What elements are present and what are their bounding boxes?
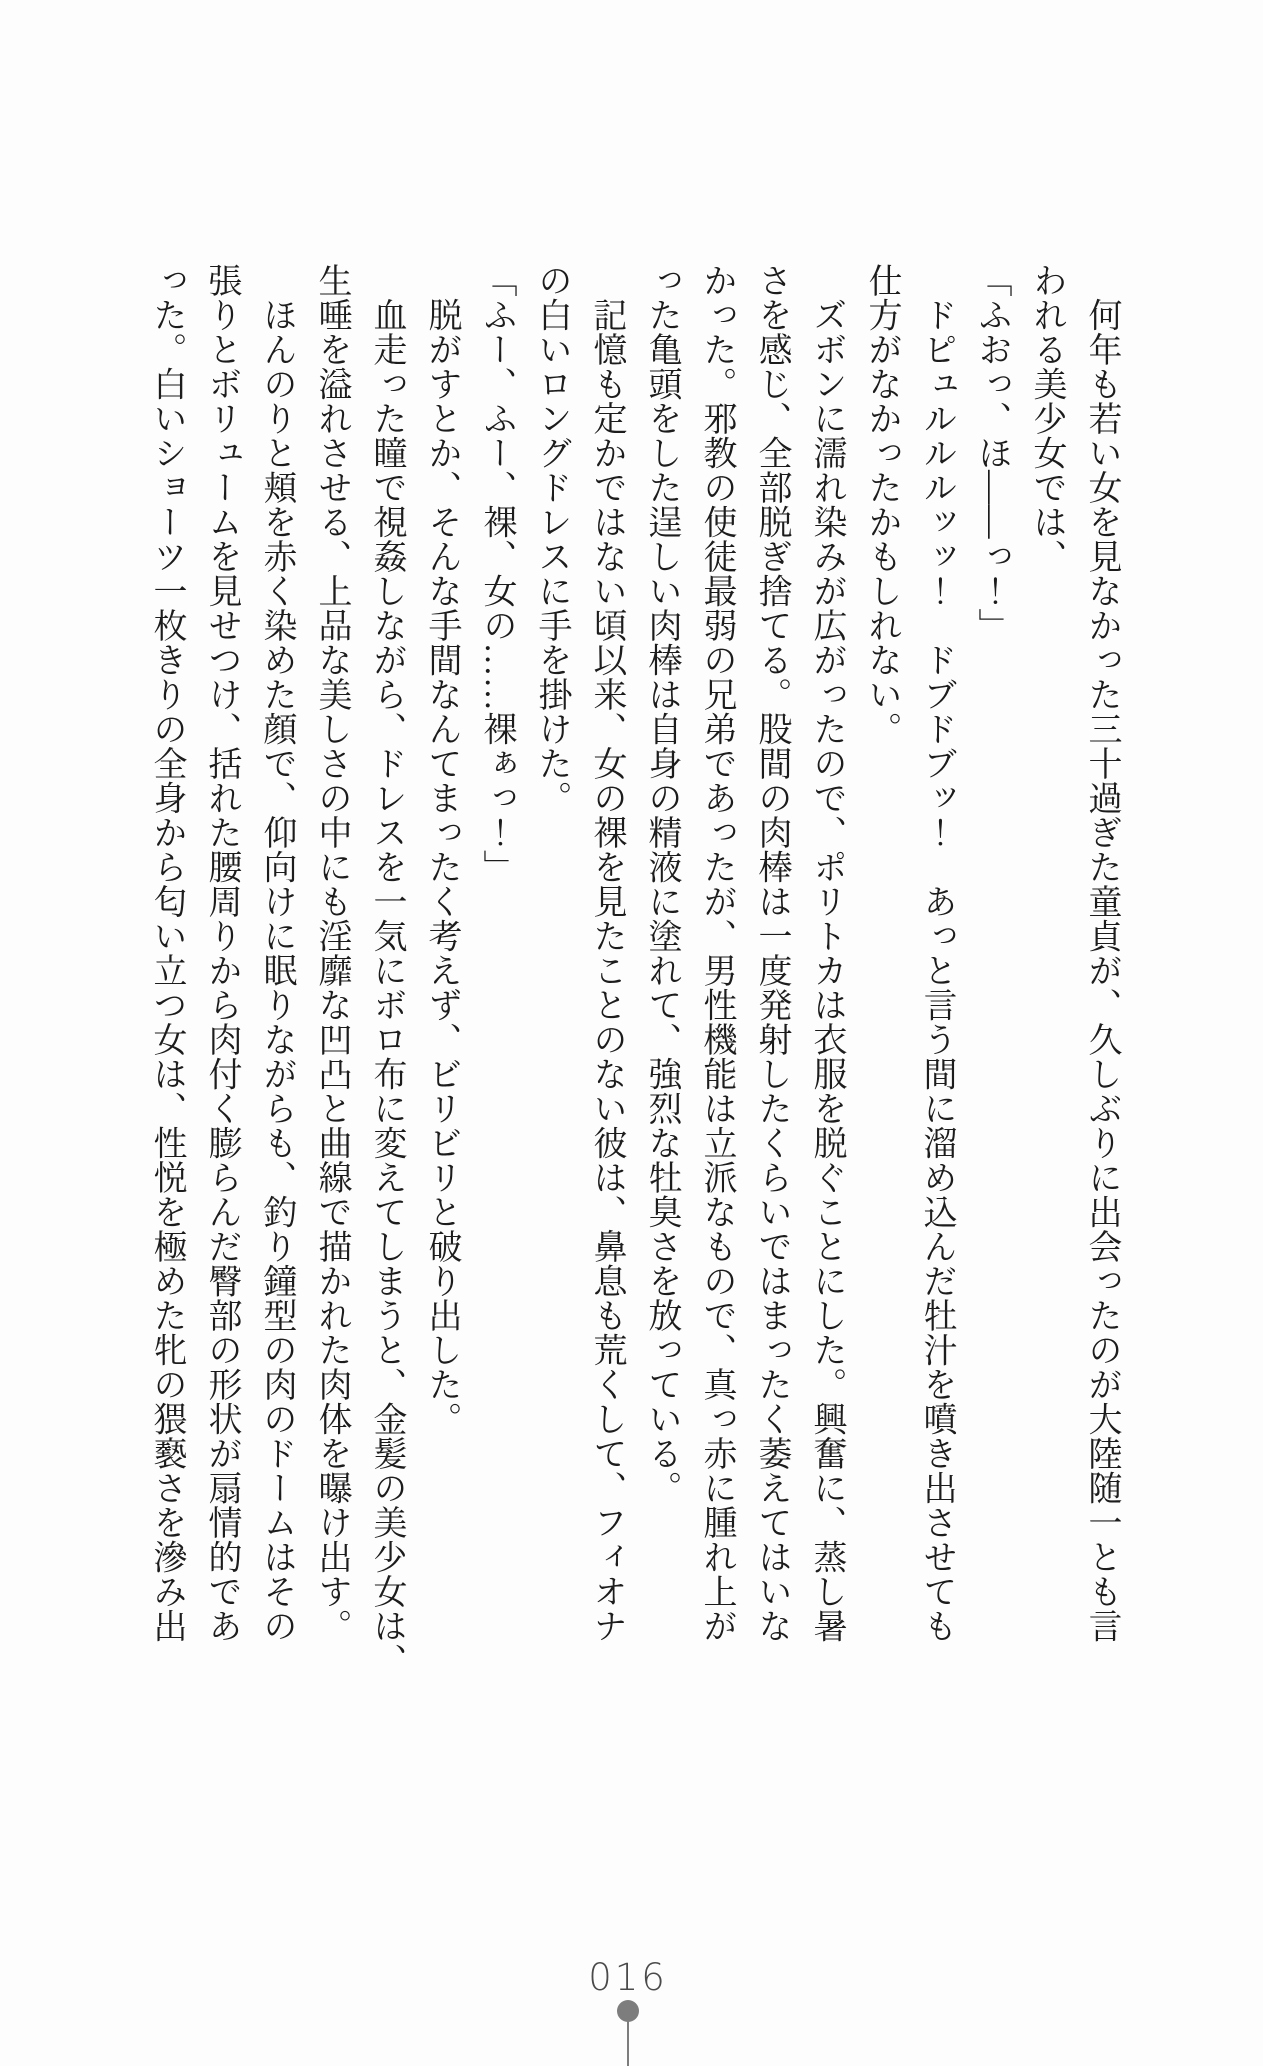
page-number: 016 <box>588 1956 668 1999</box>
text-column-10: 記憶も定かではない頃以来、女の裸を見たことのない彼は、鼻息も荒くして、フィオナ <box>588 263 625 1643</box>
text-column-16: ほんのりと頬を赤く染めた顔で、仰向けに眠りながらも、釣り鐘型の肉のドームはその <box>258 263 295 1643</box>
page-marker-line <box>627 2018 629 2066</box>
text-column-15: 生唾を溢れさせる、上品な美しさの中にも淫靡な凹凸と曲線で描かれた肉体を曝け出す。 <box>313 263 350 1643</box>
text-column-6: ズボンに濡れ染みが広がったので、ポリトカは衣服を脱ぐことにした。興奮に、蒸し暑 <box>808 263 845 1643</box>
text-column-13: 脱がすとか、そんな手間なんてまったく考えず、ビリビリと破り出した。 <box>423 263 460 1436</box>
page-text-block <box>139 263 1129 1678</box>
text-column-1: 何年も若い女を見なかった三十過ぎた童貞が、久しぶりに出会ったのが大陸随一とも言 <box>1083 263 1120 1643</box>
text-column-18: った。白いショーツ一枚きりの全身から匂い立つ女は、性悦を極めた牝の猥褻さを滲み出 <box>148 263 185 1643</box>
text-column-2: われる美少女では、 <box>1028 263 1065 574</box>
text-column-14: 血走った瞳で視姦しながら、ドレスを一気にボロ布に変えてしまうと、金髪の美少女は、 <box>368 263 405 1678</box>
text-column-5: 仕方がなかったかもしれない。 <box>863 263 900 746</box>
text-column-11: の白いロングドレスに手を掛けた。 <box>533 263 570 815</box>
text-column-7: さを感じ、全部脱ぎ捨てる。股間の肉棒は一度発射したくらいではまったく萎えてはいな <box>753 263 790 1643</box>
text-column-8: かった。邪教の使徒最弱の兄弟であったが、男性機能は立派なもので、真っ赤に腫れ上が <box>698 263 735 1643</box>
text-column-9: った亀頭をした逞しい肉棒は自身の精液に塗れて、強烈な牡臭さを放っている。 <box>643 263 680 1505</box>
text-column-3: 「ふおっ、ほ――っ！」 <box>973 263 1010 643</box>
text-column-17: 張りとボリュームを見せつけ、括れた腰周りから肉付く膨らんだ臀部の形状が扇情的であ <box>203 263 240 1643</box>
text-column-4: ドピュルルルッッ！ ドブドブッ！ あっと言う間に溜め込んだ牡汁を噴き出させても <box>918 263 955 1643</box>
text-column-12: 「ふー、ふー、裸、女の……裸ぁっ！」 <box>478 263 515 884</box>
